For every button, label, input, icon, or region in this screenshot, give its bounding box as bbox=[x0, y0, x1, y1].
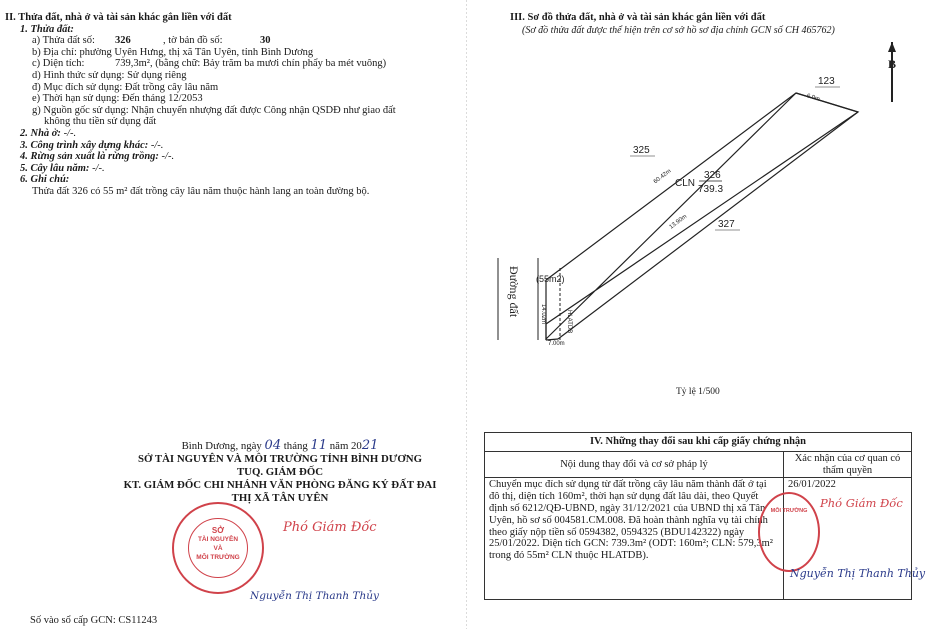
changes-title: IV. Những thay đổi sau khi cấp giấy chứng nhận bbox=[485, 433, 912, 452]
area-55-label: (55m2) bbox=[536, 274, 565, 284]
north-arrow-head bbox=[888, 42, 896, 52]
changes-col-content: Nội dung thay đổi và cơ sở pháp lý bbox=[485, 451, 784, 478]
signer-name-left: Nguyễn Thị Thanh Thủy bbox=[250, 590, 379, 602]
item-2-value: -/-. bbox=[63, 127, 77, 139]
item-4-heading: 4. Rừng sản xuất là rừng trồng: bbox=[20, 151, 159, 163]
parcel-edge-left bbox=[546, 93, 796, 280]
section-title-ii: II. Thửa đất, nhà ở và tài sản khác gắn liền với đất bbox=[5, 12, 232, 23]
parcel-edge-right bbox=[558, 112, 858, 339]
stamp-right-text bbox=[766, 508, 812, 515]
land-info-section bbox=[5, 12, 460, 198]
map-sheet-number: 30 bbox=[260, 35, 271, 47]
signer-title-left: Phó Giám Đốc bbox=[283, 520, 377, 535]
changes-col-confirm: Xác nhận của cơ quan có thẩm quyền bbox=[784, 451, 912, 478]
parcel-id-label: 326 bbox=[704, 170, 721, 181]
usage-origin-cont: không thu tiền sử dụng đất bbox=[44, 116, 157, 128]
sign-date-year-label: năm 20 bbox=[329, 440, 362, 452]
stamp-text-3: MÔI TRƯỜNG bbox=[196, 554, 240, 561]
authority-line-4: THỊ XÃ TÂN UYÊN bbox=[231, 492, 329, 504]
dim-bottom: 7.00m bbox=[548, 341, 565, 347]
item-5-heading: 5. Cây lâu năm: bbox=[20, 162, 90, 174]
stamp-right-text-1: MÔI TRƯỜNG bbox=[770, 508, 808, 514]
area-label: c) Diện tích: bbox=[32, 58, 85, 70]
note-text: Thửa đất 326 có 55 m² đất trồng cây lâu năm thuộc hành lang an toàn đường bộ. bbox=[32, 185, 370, 197]
section-title-iii: III. Sơ đồ thửa đất, nhà ở và tài sản khác gắn liền với đất bbox=[510, 12, 766, 23]
signer-name-right: Nguyễn Thị Thanh Thủy bbox=[790, 567, 926, 580]
item-2-heading: 2. Nhà ở: bbox=[20, 127, 61, 139]
sign-date-day: 04 bbox=[264, 438, 282, 453]
page-divider bbox=[466, 0, 467, 629]
item-3-heading: 3. Công trình xây dựng khác: bbox=[20, 139, 149, 151]
usage-purpose: đ) Mục đích sử dụng: Đất trồng cây lâu năm bbox=[32, 81, 219, 93]
sign-date-year: 21 bbox=[361, 438, 379, 453]
stamp-text-1: SỞ bbox=[211, 526, 225, 535]
changes-content: Chuyển mục đích sử dụng từ đất trồng cây lâu năm thành đất ở tại đô thị, diện tích 160m², thời hạn sử dụng đất lâu dài, theo Quyết định số 6212/QĐ-UBND, ngày 31/12/2021 của UBND thị xã Tân Uyên, hồ sơ số 004581.CM.008. Đã hoàn thành nghĩa vụ tài chính theo giấy nộp tiền số 0594382, 0594325 (BDU142322) ngày 25/01/2022. Diện tích GCN: 739.3m² (ODT: 160m²; CLN: 579,3m² trong đó 55m² CLN thuộc HLATDB). bbox=[485, 478, 784, 600]
parcel-number-label: a) Thửa đất số: bbox=[32, 35, 95, 47]
parcel-edge-base bbox=[546, 339, 558, 340]
parcel-327-label: 327 bbox=[718, 219, 735, 230]
parcel-diagram bbox=[470, 40, 926, 410]
diagram-scale: Tỷ lệ 1/500 bbox=[676, 387, 720, 397]
address: b) Địa chỉ: phường Uyên Hưng, thị xã Tân Uyên, tỉnh Bình Dương bbox=[32, 46, 314, 58]
stamp-text-2: TÀI NGUYÊN VÀ bbox=[197, 536, 239, 552]
parcel-123-label: 123 bbox=[818, 76, 835, 87]
item-6-heading: 6. Ghi chú: bbox=[20, 174, 70, 186]
hlatdb-label: HLATDB bbox=[566, 310, 572, 334]
official-stamp-left bbox=[172, 502, 264, 594]
sign-date-prefix: Bình Dương, ngày bbox=[181, 440, 262, 452]
parcel-325-label: 325 bbox=[633, 145, 650, 156]
map-sheet-label: , tờ bản đồ số: bbox=[163, 35, 223, 47]
parcel-number: 326 bbox=[115, 35, 131, 47]
diagram-subtitle: (Sơ đồ thửa đất được thể hiện trên cơ sở hồ sơ địa chính GCN số CH 465762) bbox=[522, 25, 835, 36]
usage-form: d) Hình thức sử dụng: Sử dụng riêng bbox=[32, 69, 187, 81]
land-use-code: CLN bbox=[675, 178, 696, 189]
item-1-heading: 1. Thửa đất: bbox=[20, 23, 74, 35]
register-number: Số vào sổ cấp GCN: CS11243 bbox=[30, 615, 158, 626]
parcel-edge-top bbox=[796, 93, 858, 112]
official-stamp-right bbox=[758, 492, 820, 572]
parcel-326-outline bbox=[546, 93, 858, 339]
authority-line-2: TUQ. GIÁM ĐỐC bbox=[236, 466, 324, 478]
dim-top: 6.0m bbox=[805, 93, 821, 103]
authority-line-3: KT. GIÁM ĐỐC CHI NHÁNH VĂN PHÒNG ĐĂNG KÝ ĐẤT ĐAI bbox=[123, 479, 437, 491]
item-4-value: -/-. bbox=[161, 151, 175, 163]
authority-line-1: SỞ TÀI NGUYÊN VÀ MÔI TRƯỜNG TỈNH BÌNH DƯƠNG bbox=[138, 453, 422, 465]
road-label: Đường đất bbox=[507, 266, 521, 318]
area-value: 739,3m², (bằng chữ: Bảy trăm ba mươi chín phẩy ba mét vuông) bbox=[115, 58, 387, 70]
dim-road: 14.02m bbox=[540, 304, 546, 325]
usage-origin: g) Nguồn gốc sử dụng: Nhận chuyển nhượng đất được Công nhận QSDĐ như giao đất bbox=[32, 104, 396, 116]
signature-block bbox=[110, 439, 450, 505]
dim-right: 13.90m bbox=[668, 213, 689, 231]
dim-left: 60.42m bbox=[652, 168, 673, 186]
sign-date-month-label: tháng bbox=[283, 440, 308, 452]
signer-title-right: Phó Giám Đốc bbox=[820, 496, 903, 510]
item-3-value: -/-. bbox=[150, 139, 164, 151]
parcel-area-label: 739.3 bbox=[698, 184, 724, 195]
sign-date-month: 11 bbox=[310, 438, 328, 453]
usage-term: e) Thời hạn sử dụng: Đến tháng 12/2053 bbox=[32, 93, 203, 105]
changes-date: 26/01/2022 bbox=[788, 479, 836, 491]
north-label: B bbox=[888, 57, 897, 71]
item-5-value: -/-. bbox=[92, 162, 105, 174]
sign-date bbox=[110, 439, 450, 453]
